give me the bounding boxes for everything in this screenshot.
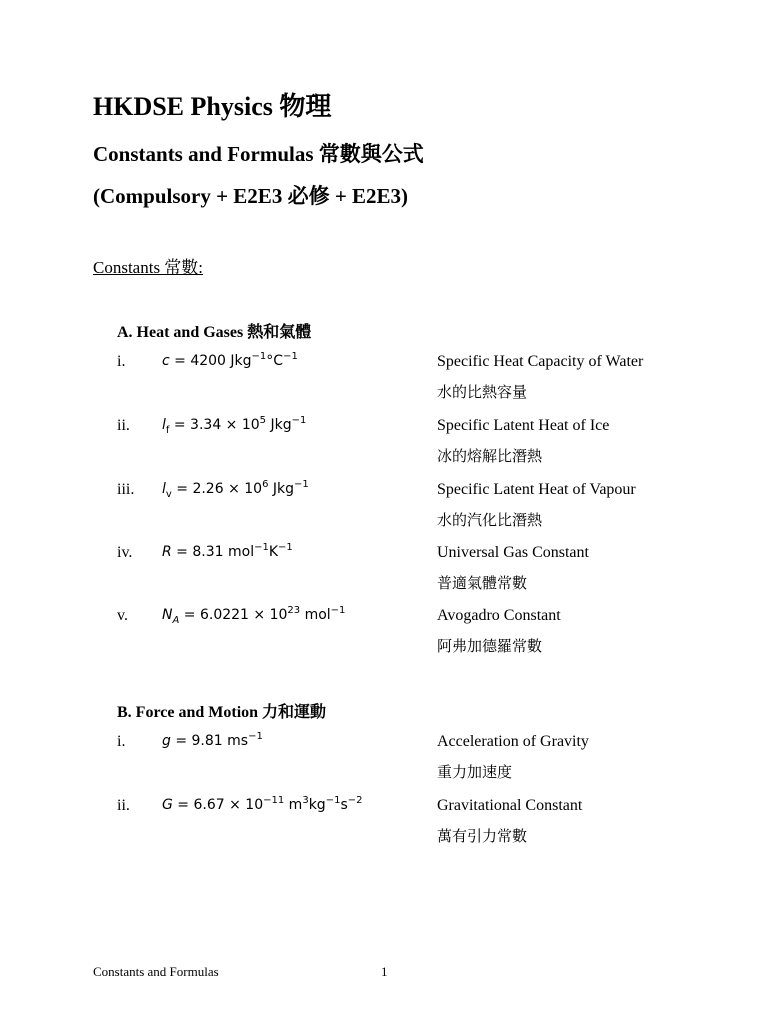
formula: R = 8.31 $mol^{-1}K^{-1}$: [162, 542, 293, 560]
constant-description-zh: 水的比熱容量: [437, 383, 528, 401]
constant-row: [0, 417, 768, 477]
constant-description-zh: 阿弗加德羅常數: [437, 637, 543, 655]
formula: $G = 6.67 \times 10^{-11}$ $m^3kg^{-1}s^{-2}$: [162, 795, 363, 813]
item-number: v.: [117, 607, 128, 624]
constant-description: Avogadro Constant: [437, 607, 561, 624]
constant-description-zh: 水的汽化比潛熱: [437, 511, 543, 529]
constant-description: Specific Latent Heat of Vapour: [437, 481, 636, 498]
constant-row: [0, 544, 768, 604]
item-number: i.: [117, 353, 126, 370]
item-number: iii.: [117, 481, 135, 498]
constant-description: Specific Latent Heat of Ice: [437, 417, 610, 434]
formula: $N_A = 6.0221 \times 10^{23}$ mol$^{-1}$: [162, 605, 346, 626]
item-number: iv.: [117, 544, 133, 561]
constant-description: Specific Heat Capacity of Water: [437, 353, 644, 370]
page-subtitle: Constants and Formulas 常數與公式: [93, 142, 424, 166]
constants-heading: Constants 常數:: [93, 258, 204, 277]
page-number: 1: [381, 964, 388, 979]
constant-description-zh: 萬有引力常數: [437, 827, 528, 845]
page-title: HKDSE Physics 物理: [93, 92, 332, 121]
constant-description-zh: 冰的熔解比潛熱: [437, 447, 543, 465]
formula: g = 9.81 $ms^{-1}$: [162, 731, 263, 749]
item-number: ii.: [117, 417, 130, 434]
page-subtitle-2: (Compulsory + E2E3 必修 + E2E3): [93, 184, 409, 208]
constant-row: [0, 353, 768, 413]
constant-row: [0, 481, 768, 541]
footer-title: Constants and Formulas: [93, 964, 219, 979]
constant-row: [0, 797, 768, 857]
item-number: i.: [117, 733, 126, 750]
constant-description: Universal Gas Constant: [437, 544, 589, 561]
section-heading-heat-gases: A. Heat and Gases 熱和氣體: [117, 324, 312, 341]
formula: $l_v = 2.26 \times 10^6$ Jkg$^{-1}$: [162, 479, 309, 500]
constant-row: [0, 733, 768, 793]
section-heading-force-motion: B. Force and Motion 力和運動: [117, 704, 327, 721]
item-number: ii.: [117, 797, 130, 814]
constant-description: Gravitational Constant: [437, 797, 583, 814]
constant-description: Acceleration of Gravity: [437, 733, 589, 750]
formula: $l_f = 3.34 \times 10^5$ Jkg$^{-1}$: [162, 415, 307, 436]
formula: c = 4200 $Jkg^{-1}^\circ C^{-1}$: [162, 351, 298, 369]
constant-description-zh: 重力加速度: [437, 763, 513, 781]
constant-description-zh: 普適氣體常數: [437, 574, 528, 592]
constant-row: [0, 607, 768, 667]
